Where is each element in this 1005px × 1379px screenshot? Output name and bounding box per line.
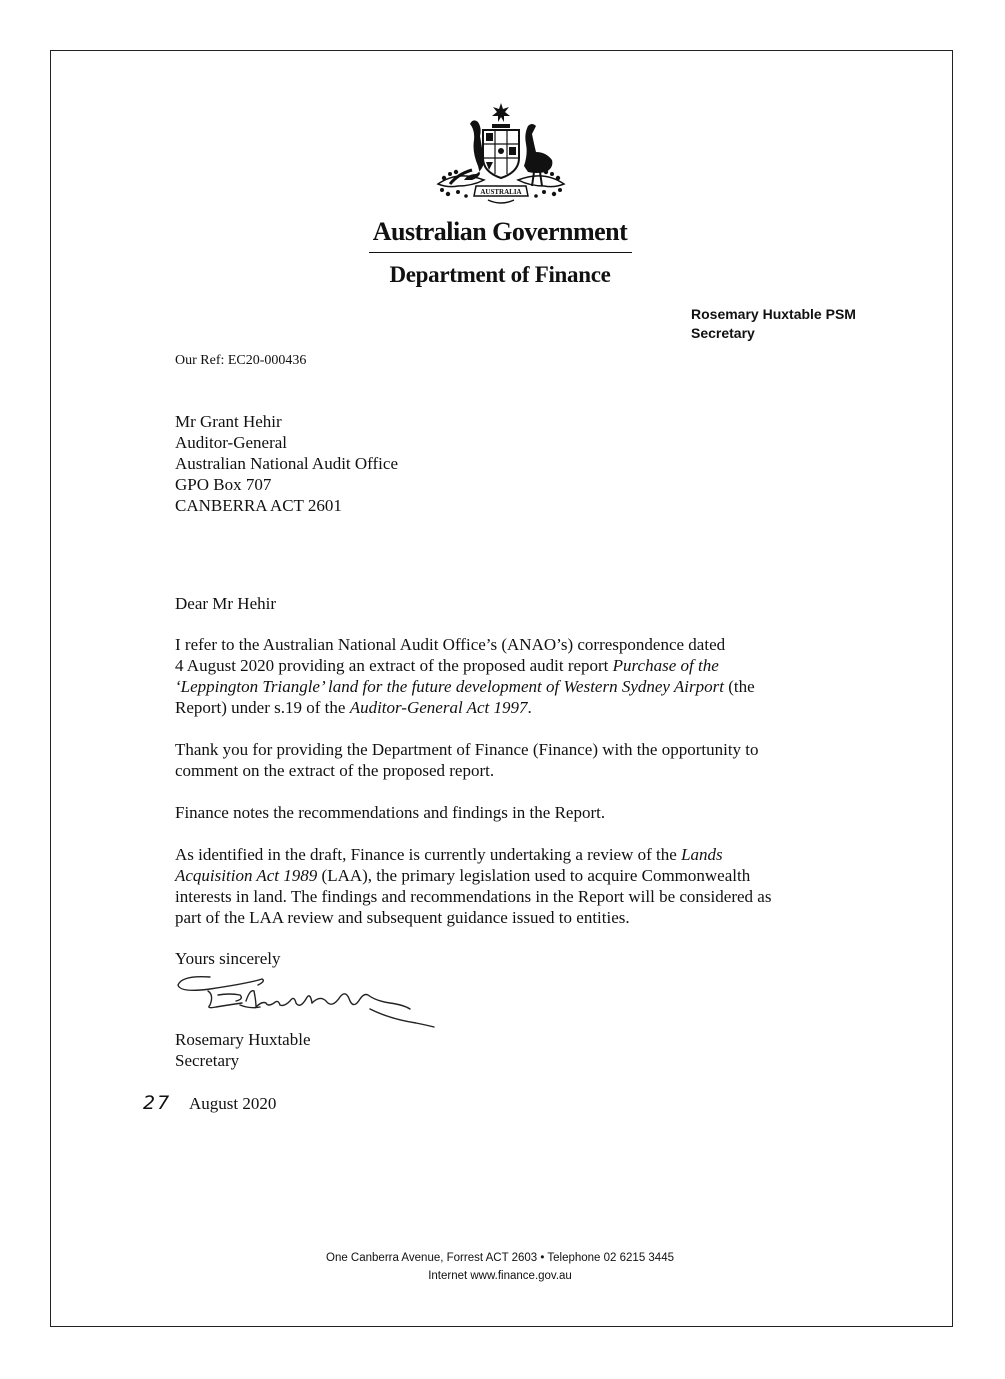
letterhead-divider	[369, 252, 632, 253]
text-run: (LAA), the primary legislation used to acquire Commonwealth	[317, 866, 751, 885]
text-run: 4 August 2020 providing an extract of the proposed audit report	[175, 656, 613, 675]
footer-address: One Canberra Avenue, Forrest ACT 2603 • Telephone 02 6215 3445	[326, 1252, 674, 1264]
act-title-italic: Lands	[681, 845, 723, 864]
salutation: Dear Mr Hehir	[175, 594, 277, 613]
paragraph-2	[175, 739, 835, 781]
paragraph-line: part of the LAA review and subsequent guidance issued to entities.	[175, 908, 630, 927]
letter-body	[175, 593, 835, 949]
report-title-italic: ‘Leppington Triangle’ land for the future development of Western Sydney Airport	[175, 677, 724, 696]
address-line: CANBERRA ACT 2601	[175, 496, 342, 515]
government-title: Australian Government	[372, 217, 628, 246]
paragraph-line: interests in land. The findings and recommendations in the Report will be considered as	[175, 887, 772, 906]
address-line: Mr Grant Hehir	[175, 412, 282, 431]
handwritten-date-day: 27	[143, 1092, 172, 1114]
footer	[250, 1249, 750, 1285]
address-line: Auditor-General	[175, 433, 288, 452]
signatory-name: Rosemary Huxtable	[175, 1030, 311, 1049]
text-run: Report) under s.19 of the	[175, 698, 350, 717]
sender-name: Rosemary Huxtable PSM	[691, 306, 856, 322]
paragraph-4	[175, 844, 835, 928]
date-month-year: August 2020	[189, 1094, 277, 1113]
act-title-italic: Acquisition Act 1989	[175, 866, 318, 885]
crest-banner-text: AUSTRALIA	[480, 188, 522, 196]
recipient-address	[175, 411, 398, 516]
paragraph-1	[175, 634, 835, 718]
paragraph-line: Finance notes the recommendations and findings in the Report.	[175, 803, 606, 822]
reference-number: Our Ref: EC20-000436	[175, 353, 307, 368]
paragraph-line: comment on the extract of the proposed report.	[175, 761, 495, 780]
sender-block	[691, 305, 856, 343]
report-title-italic: Purchase of the	[612, 656, 719, 675]
paragraph-line	[175, 676, 835, 697]
address-line: GPO Box 707	[175, 475, 272, 494]
footer-internet: Internet www.finance.gov.au	[428, 1270, 572, 1282]
letter-date	[143, 1092, 276, 1115]
text-run: (the	[723, 677, 755, 696]
paragraph-line: I refer to the Australian National Audit Office’s (ANAO’s) correspondence dated	[175, 635, 726, 654]
department-title: Department of Finance	[389, 262, 611, 287]
signatory-title: Secretary	[175, 1051, 240, 1070]
paragraph-line	[175, 865, 835, 886]
commonwealth-coat-of-arms-icon	[428, 100, 574, 210]
paragraph-line	[175, 844, 835, 865]
paragraph-line: Thank you for providing the Department of Finance (Finance) with the opportunity to	[175, 740, 759, 759]
text-run: As identified in the draft, Finance is currently undertaking a review of the	[175, 845, 682, 864]
text-run: .	[527, 698, 532, 717]
paragraph-3	[175, 802, 835, 823]
act-title-italic: Auditor-General Act 1997	[349, 698, 528, 717]
closing: Yours sincerely	[175, 949, 281, 968]
paragraph-line	[175, 655, 835, 676]
address-line: Australian National Audit Office	[175, 454, 398, 473]
paragraph-line	[175, 697, 835, 718]
sender-title: Secretary	[691, 325, 755, 341]
signatory-block	[175, 1029, 311, 1071]
